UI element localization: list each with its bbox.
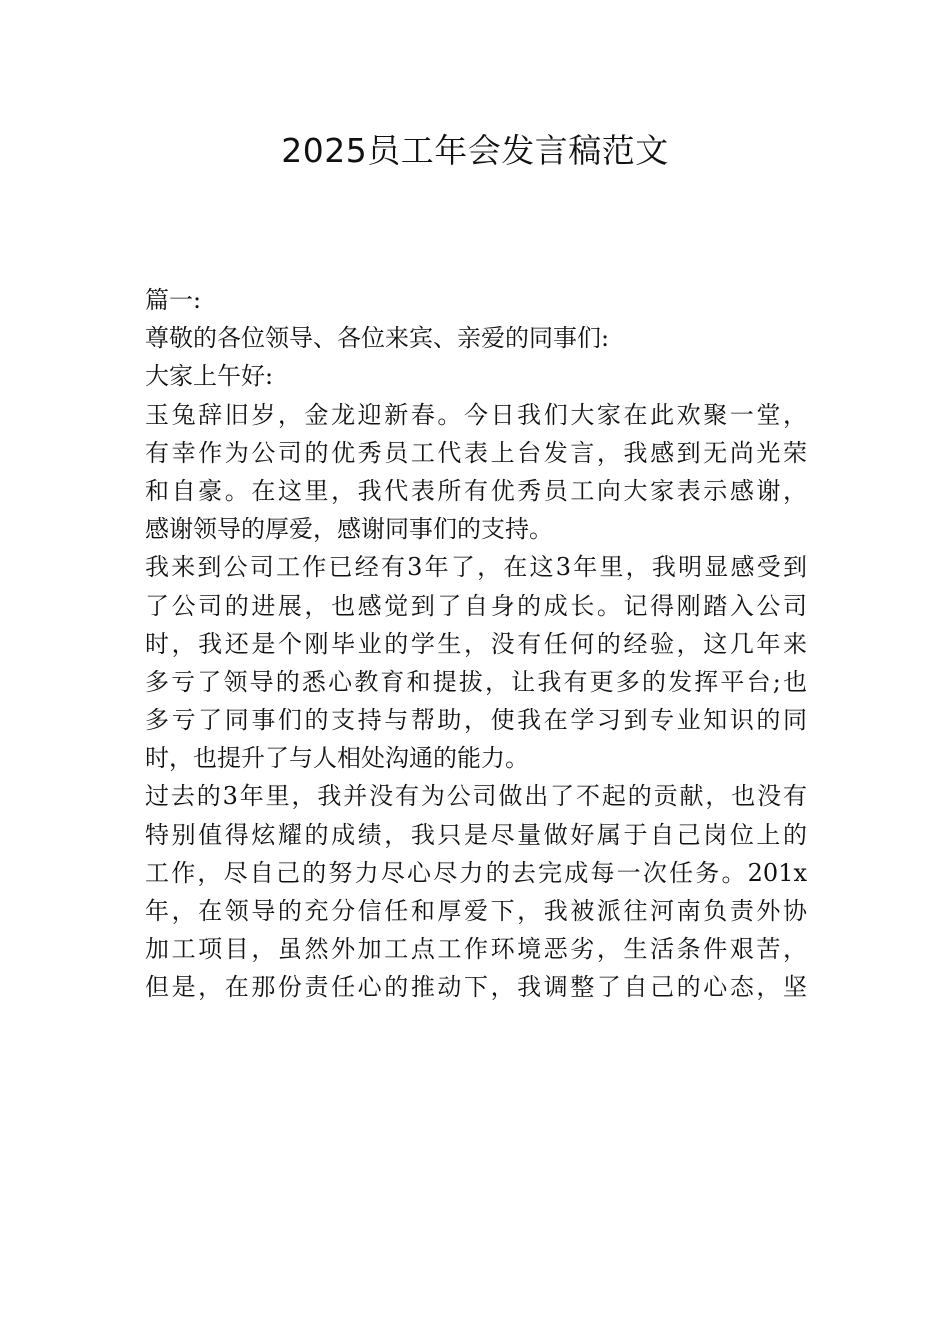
paragraph-line: 有幸作为公司的优秀员工代表上台发言，我感到无尚光荣 bbox=[145, 438, 807, 467]
paragraph-line: 过去的3年里，我并没有为公司做出了不起的贡献，也没有 bbox=[145, 782, 807, 811]
paragraph-line: 多亏了同事们的支持与帮助，使我在学习到专业知识的同 bbox=[145, 706, 807, 735]
paragraph-line: 加工项目，虽然外加工点工作环境恶劣，生活条件艰苦， bbox=[145, 935, 807, 964]
paragraph-line: 和自豪。在这里，我代表所有优秀员工向大家表示感谢， bbox=[145, 476, 807, 505]
paragraph-line: 工作，尽自己的努力尽心尽力的去完成每一次任务。201x bbox=[145, 858, 807, 887]
paragraph-line: 我来到公司工作已经有3年了，在这3年里，我明显感受到 bbox=[145, 553, 807, 582]
paragraph-line: 感谢领导的厚爱，感谢同事们的支持。 bbox=[145, 515, 553, 544]
paragraph-line: 了公司的进展，也感觉到了自身的成长。记得刚踏入公司 bbox=[145, 591, 807, 620]
document-body bbox=[145, 281, 807, 1007]
salutation-line: 尊敬的各位领导、各位来宾、亲爱的同事们: bbox=[145, 324, 610, 353]
paragraph-line: 但是，在那份责任心的推动下，我调整了自己的心态，坚 bbox=[145, 973, 807, 1002]
section-heading: 篇一: bbox=[145, 286, 202, 314]
greeting-line: 大家上午好: bbox=[145, 362, 274, 391]
paragraph-line: 时，也提升了与人相处沟通的能力。 bbox=[145, 744, 529, 773]
paragraph-line: 玉兔辞旧岁，金龙迎新春。今日我们大家在此欢聚一堂， bbox=[145, 400, 807, 429]
paragraph-line: 多亏了领导的悉心教育和提拔，让我有更多的发挥平台;也 bbox=[145, 667, 807, 696]
paragraph-line: 特别值得炫耀的成绩，我只是尽量做好属于自己岗位上的 bbox=[145, 820, 807, 849]
document-title: 2025员工年会发言稿范文 bbox=[281, 131, 669, 170]
paragraph-line: 年，在领导的充分信任和厚爱下，我被派往河南负责外协 bbox=[145, 897, 807, 925]
paragraph-line: 时，我还是个刚毕业的学生，没有任何的经验，这几年来 bbox=[145, 629, 807, 658]
